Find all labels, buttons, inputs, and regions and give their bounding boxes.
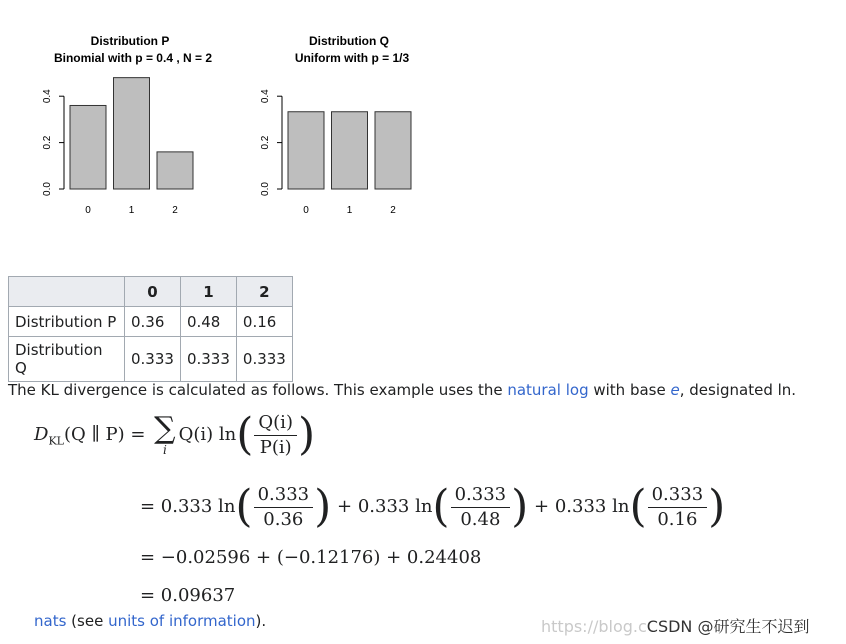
table-cell: 0.36: [125, 307, 181, 337]
table-cell: Distribution Q: [9, 337, 125, 382]
formula-kl-subscript: KL: [48, 434, 64, 448]
x-tick-label: 0: [85, 205, 91, 216]
formula-d: D: [34, 424, 49, 445]
x-tick-label: 2: [172, 205, 178, 216]
formula-sum-term: Q(i) ln: [178, 424, 237, 445]
fraction: [648, 483, 708, 532]
units-of-information-link[interactable]: units of information: [108, 612, 256, 630]
fraction: [254, 483, 314, 532]
bar: [70, 105, 106, 189]
watermark: [541, 614, 810, 637]
y-tick-label: 0.2: [260, 135, 271, 150]
formula-plus-term: + 0.333 ln: [337, 496, 433, 517]
fraction: [451, 483, 511, 532]
distribution-table: [8, 276, 293, 382]
table-cell: Distribution P: [9, 307, 125, 337]
y-tick-label: 0.4: [260, 89, 271, 104]
chart-subtitle: Uniform with p = 1/3: [294, 51, 410, 65]
fraction-numerator: Q(i): [254, 411, 297, 436]
chart-title: Distribution Q: [309, 34, 389, 48]
table-cell: 0.333: [125, 337, 181, 382]
note-text: (see: [66, 612, 109, 630]
sum-index: i: [162, 443, 167, 457]
y-tick-label: 0.2: [42, 135, 53, 150]
table-header-cell: [9, 277, 125, 307]
units-note: [34, 612, 266, 630]
bars: [70, 78, 193, 189]
paragraph-text: with base: [588, 381, 671, 399]
table-row: [9, 307, 293, 337]
table-header-cell: 2: [236, 277, 292, 307]
table-header-cell: 1: [180, 277, 236, 307]
natural-log-link[interactable]: natural log: [507, 381, 589, 399]
formula-line-2: = 0.333 ln( $\frac{0.333}{0.36}$ ) + 0.333 ln( $\frac{0.333}{0.48}$ ) + 0.333 ln( $\frac{0.333}{0.16}$ ): [140, 481, 726, 532]
chart-distribution-p: [30, 28, 240, 228]
paragraph-text: , designated ln.: [679, 381, 797, 399]
fraction-numerator: 0.333: [254, 483, 314, 508]
kl-description-paragraph: [8, 381, 796, 399]
bar: [157, 152, 193, 189]
table-header-cell: 0: [125, 277, 181, 307]
formula-coef: = 0.333 ln: [140, 496, 236, 517]
nats-link[interactable]: nats: [34, 612, 67, 630]
chart-title: Distribution P: [90, 34, 170, 48]
watermark-text: CSDN @研究生不迟到: [646, 617, 810, 636]
fraction-numerator: 0.333: [451, 483, 511, 508]
paragraph-text: The KL divergence is calculated as follows. This example uses the: [8, 381, 508, 399]
y-tick-label: 0.0: [42, 182, 53, 196]
table-cell: 0.16: [236, 307, 292, 337]
fraction-numerator: 0.333: [648, 483, 708, 508]
y-tick-label: 0.4: [42, 89, 53, 104]
x-tick-label: 1: [346, 205, 353, 216]
x-axis-labels: [85, 205, 178, 216]
fraction-denominator: P(i): [259, 436, 292, 458]
base-e-link[interactable]: e: [670, 381, 680, 399]
table-cell: 0.333: [236, 337, 292, 382]
formula-line-4: = 0.09637: [140, 585, 236, 606]
fraction-denominator: 0.16: [657, 508, 698, 530]
table-header-row: [9, 277, 293, 307]
chart-distribution-q: [248, 28, 458, 228]
formula-line-3: = −0.02596 + (−0.12176) + 0.24408: [140, 547, 482, 568]
summation: ∑ i: [154, 411, 176, 457]
fraction-q-over-p: [254, 411, 297, 460]
watermark-url: https://blog.c: [541, 617, 647, 636]
table-row: [9, 337, 293, 382]
note-text: ).: [255, 612, 267, 630]
y-axis: [42, 89, 64, 196]
formula-line-1: $D_{KL}(Q$ ∥ P) = ∑ i Q(i) ln( $\frac{Q(i)}{P(i)}$ ): [34, 409, 316, 460]
x-tick-label: 0: [303, 205, 309, 216]
bar: [288, 112, 324, 189]
bar: [375, 112, 411, 189]
bars: [288, 112, 411, 189]
table-cell: 0.333: [180, 337, 236, 382]
table-cell: 0.48: [180, 307, 236, 337]
chart-subtitle: Binomial with p = 0.4 , N = 2: [53, 51, 213, 65]
bar: [332, 112, 368, 189]
x-tick-label: 2: [390, 205, 396, 216]
formula-plus-term: + 0.333 ln: [534, 496, 630, 517]
formula-args: (Q ∥ P) =: [63, 424, 152, 445]
bar: [114, 78, 150, 189]
fraction-denominator: 0.48: [460, 508, 501, 530]
y-axis: [260, 89, 282, 196]
x-tick-label: 1: [128, 205, 135, 216]
x-axis-labels: [303, 205, 396, 216]
fraction-denominator: 0.36: [263, 508, 304, 530]
y-tick-label: 0.0: [260, 182, 271, 196]
